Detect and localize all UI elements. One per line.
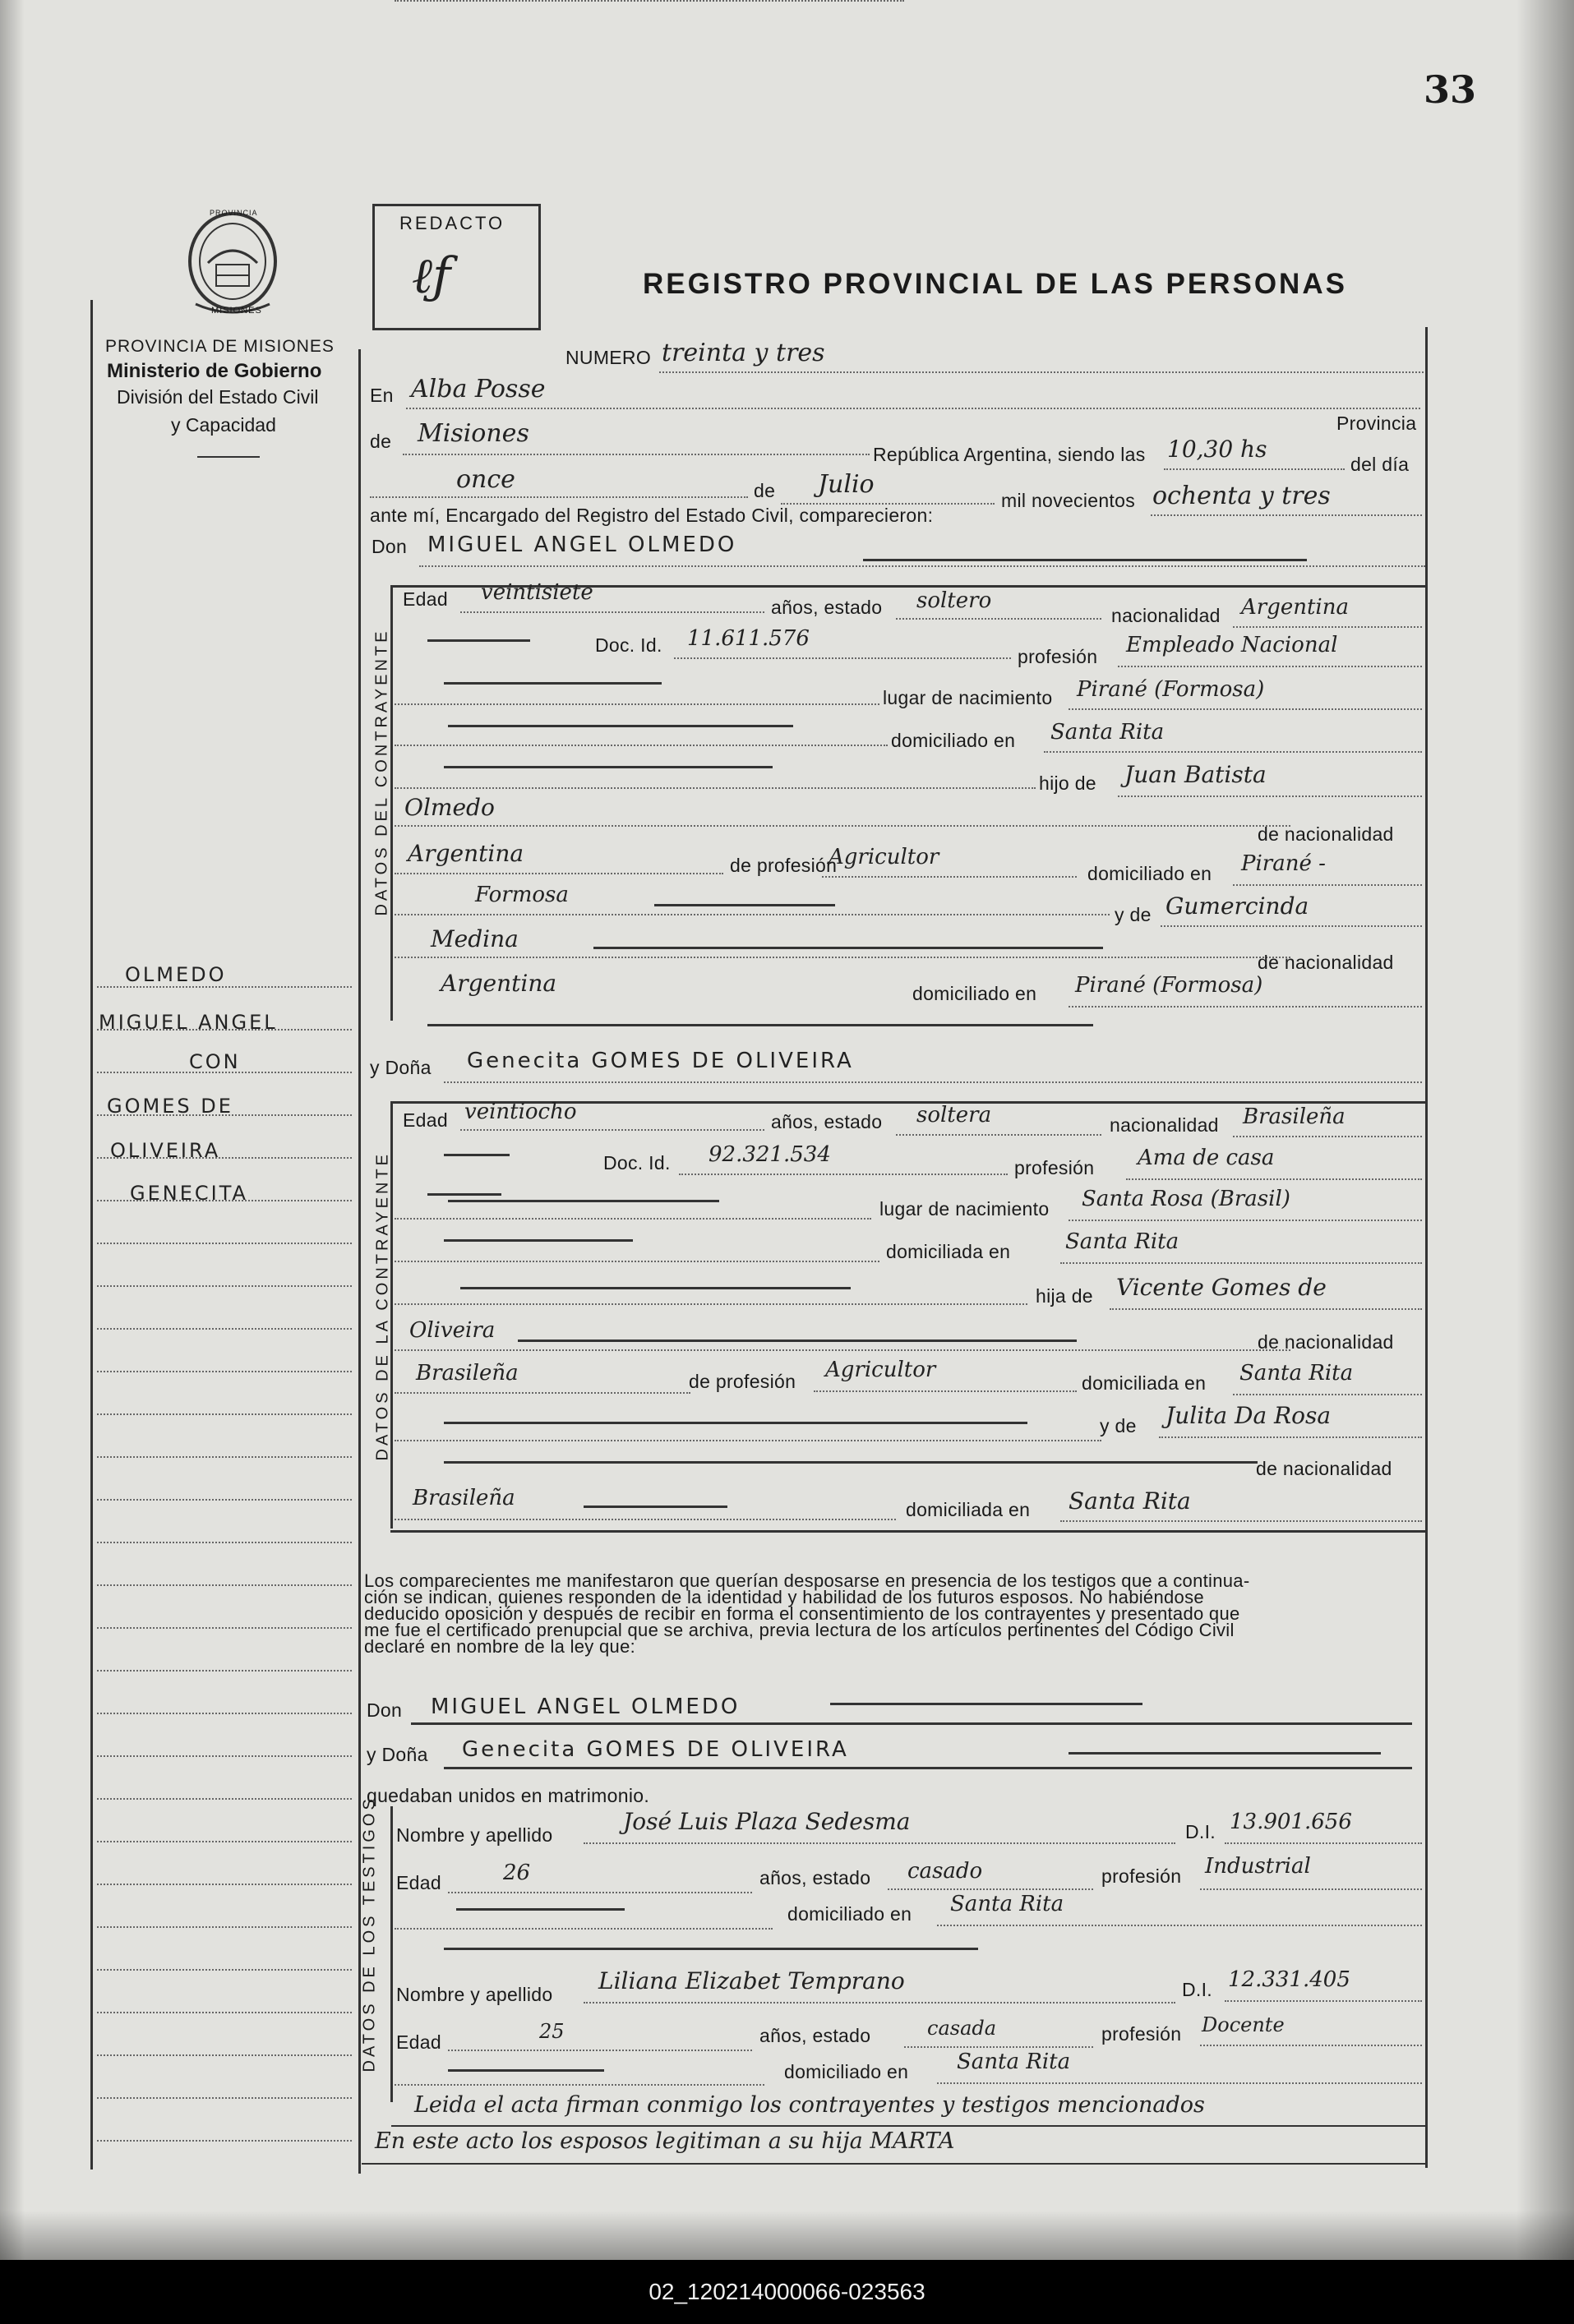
c-padre-dom-1: Pirané -: [1241, 851, 1326, 876]
f-madre-nac: Brasileña: [413, 1486, 515, 1510]
f-edad-label: Edad: [403, 1109, 448, 1131]
f-dom-line: [1060, 1262, 1422, 1264]
f-doc-line: [679, 1174, 1008, 1175]
margin-ruled-line: [97, 1157, 352, 1159]
f-hija-dash: [460, 1287, 851, 1289]
f-hija-label: hija de: [1036, 1285, 1093, 1307]
t2-dom-line: [937, 2082, 1422, 2084]
don-label: Don: [372, 536, 408, 557]
seal-bottom-text: MISIONES: [211, 306, 262, 316]
redacto-label: REDACTO: [399, 213, 505, 233]
f-de-nac-label: de nacionalidad: [1258, 1331, 1394, 1353]
t1-edad: 26: [503, 1861, 531, 1885]
margin-ruled-line: [97, 1456, 352, 1458]
numero-label: NUMERO: [565, 347, 652, 368]
c-dom-en-label: domiciliado en: [1087, 863, 1212, 884]
t2-di-label: D.I.: [1182, 1979, 1212, 2000]
t1-dom-line: [937, 1925, 1422, 1926]
margin-ruled-line: [97, 1200, 352, 1201]
c-estado-value: soltero: [916, 588, 992, 613]
t2-prof: Docente: [1202, 2013, 1285, 2036]
f-padre-line: [1110, 1308, 1422, 1310]
f-nac-label: nacionalidad: [1110, 1114, 1219, 1136]
f-madre-dash: [444, 1422, 1027, 1424]
c-madre-dom-label: domiciliado en: [912, 983, 1037, 1004]
f-nac-dash: [427, 1193, 501, 1196]
c-padre-1: Juan Batista: [1124, 761, 1267, 788]
margin-ruled-line: [97, 1926, 352, 1928]
contrayente-nombre: MIGUEL ANGEL OLMEDO: [427, 533, 737, 557]
margin-ruled-line: [97, 2012, 352, 2013]
declaracion-line-1: Los comparecientes me manifestaron que querían desposarse en presencia de los testigos que a continua-: [364, 1570, 1250, 1591]
margin-ruled-line: [97, 1285, 352, 1287]
t1-prof: Industrial: [1205, 1854, 1311, 1879]
f-padre-dom-line: [1233, 1394, 1422, 1395]
t1-nombre: José Luis Plaza Sedesma: [623, 1808, 911, 1835]
margin-ruled-line: [97, 1969, 352, 1971]
margin-ruled-line: [97, 1542, 352, 1543]
testigos-section-label: DATOS DE LOS TESTIGOS: [360, 1796, 379, 2073]
f-padre2-dash: [518, 1340, 1077, 1342]
f-de-prof-label: de profesión: [689, 1371, 796, 1392]
t2-dom-label: domiciliado en: [784, 2061, 909, 2082]
f-doc-label: Doc. Id.: [603, 1152, 671, 1174]
t2-di: 12.331.405: [1228, 1967, 1350, 1992]
f-lugar-label: lugar de nacimiento: [879, 1198, 1050, 1220]
image-identifier: 02_120214000066-023563: [0, 2260, 1574, 2324]
t1-di: 13.901.656: [1230, 1810, 1352, 1834]
declaracion-line-2: ción se indican, quienes responden de la identidad y habilidad de los futuros esposos. No habiéndose: [364, 1587, 1204, 1607]
c-doc-line: [674, 657, 1011, 659]
c-de-nac-label-2: de nacionalidad: [1258, 952, 1394, 973]
numero-value: treinta y tres: [662, 339, 825, 367]
page-shadow-bottom: [0, 2211, 1574, 2260]
t2-di-line: [1225, 2000, 1422, 2002]
f-padre-nac-line: [395, 1392, 690, 1394]
republica-label: República Argentina, siendo las: [873, 444, 1146, 465]
t1-di-label: D.I.: [1185, 1821, 1216, 1842]
decl-dona-dash: [1069, 1752, 1381, 1755]
c-lugar-line-a: [395, 703, 879, 705]
margin-ruled-line: [97, 1072, 352, 1073]
c-padre-line: [1118, 795, 1422, 797]
f-madre2-dash: [444, 1461, 1258, 1464]
don-line: [419, 565, 1425, 567]
t2-prof-line: [1200, 2045, 1422, 2046]
c-padre-nac-line: [395, 873, 723, 874]
declaracion-line-4: me fue el certificado prenupcial que se archiva, previa lectura de los artículos pertinentes del Código Civil: [364, 1620, 1235, 1640]
provincia-label: Provincia: [1336, 413, 1417, 434]
c-prof-value: Empleado Nacional: [1126, 633, 1338, 657]
c-dom-line-a: [395, 745, 888, 746]
don-dash: [863, 559, 1307, 561]
main-frame-right: [1425, 327, 1428, 2168]
c-lugar-value: Pirané (Formosa): [1077, 677, 1265, 702]
left-margin-column-line: [90, 300, 93, 2170]
decl-dona-label: y Doña: [367, 1744, 428, 1765]
t2-prof-label: profesión: [1101, 2023, 1182, 2045]
t2-edad: 25: [539, 2020, 565, 2043]
declaracion-line-3: deducido oposición y después de recibir en forma el consentimiento de los contrayentes y presentado que: [364, 1603, 1240, 1624]
c-dom-line: [1044, 751, 1422, 753]
dona-line: [444, 1081, 1422, 1083]
c-doc-dash: [427, 639, 530, 642]
page-shadow-right: [1516, 0, 1574, 2260]
t2-edad-label: Edad: [396, 2031, 441, 2053]
margin-ruled-line: [97, 986, 352, 988]
margin-ruled-line: [97, 1371, 352, 1372]
redacto-initials: ℓƒ: [412, 247, 451, 305]
c-nac-line: [1233, 626, 1422, 628]
margin-ruled-line: [97, 1670, 352, 1672]
contrayente-f-section-label: DATOS DE LA CONTRAYENTE: [373, 1150, 392, 1461]
margin-ruled-line: [97, 1114, 352, 1116]
f-prof-value: Ama de casa: [1138, 1146, 1275, 1170]
f-madre-nac-dash: [584, 1506, 727, 1508]
c-nac-value: Argentina: [1241, 595, 1349, 620]
provincial-seal-icon: [179, 205, 286, 320]
margin-note-6: GENECITA: [130, 1182, 248, 1205]
f-de-nac-label-2: de nacionalidad: [1256, 1458, 1392, 1479]
f-dom-dash: [444, 1239, 633, 1242]
f-lugar-line-a: [395, 1218, 871, 1220]
c-nac-label: nacionalidad: [1111, 605, 1221, 626]
c-hijo-dash: [444, 766, 773, 768]
f-dom-en-label: domiciliada en: [1082, 1372, 1207, 1394]
f-padre-1: Vicente Gomes de: [1116, 1274, 1327, 1301]
t1-bottom-dash: [444, 1948, 978, 1950]
margin-ruled-line: [97, 2140, 352, 2142]
seal-top-text: PROVINCIA: [210, 209, 258, 217]
c-padre-2: Olmedo: [404, 794, 495, 821]
page-number: 33: [1424, 67, 1477, 112]
margin-ruled-line: [97, 1884, 352, 1885]
f-padre2-line: [395, 1349, 1290, 1351]
f-lugar-dash: [448, 1200, 719, 1202]
t2-dom-line-a: [395, 2084, 764, 2086]
f-dom-line-a: [395, 1261, 879, 1262]
decl-don-rule: [411, 1722, 1412, 1725]
f-padre-nac: Brasileña: [416, 1361, 519, 1386]
t2-nombre-label: Nombre y apellido: [396, 1984, 553, 2005]
f-madre-dom-line: [1060, 1520, 1422, 1522]
t1-edad-label: Edad: [396, 1872, 441, 1893]
c-bottom-dash: [427, 1024, 1093, 1026]
testigos-section-line: [390, 1806, 393, 2102]
margin-ruled-line: [97, 1755, 352, 1757]
margin-note-4: GOMES DE: [107, 1095, 233, 1118]
c-lugar-label: lugar de nacimiento: [883, 687, 1053, 708]
f-padre-dom: Santa Rita: [1239, 1361, 1354, 1386]
t1-di-line: [1225, 1842, 1422, 1844]
margin-ruled-line: [97, 1029, 352, 1031]
t1-nombre-label: Nombre y apellido: [396, 1824, 553, 1846]
c-doc-label: Doc. Id.: [595, 634, 662, 656]
cierre-line-1: Leida el acta firman conmigo los contrayentes y testigos mencionados: [414, 2092, 1205, 2118]
t1-prof-line: [1200, 1888, 1422, 1890]
del-dia-label: del día: [1350, 454, 1410, 475]
f-lugar-line: [1069, 1220, 1422, 1221]
anio-value: ochenta y tres: [1152, 482, 1331, 510]
f-madre-dom-label: domiciliada en: [906, 1499, 1031, 1520]
c-de-prof-label: de profesión: [730, 855, 838, 876]
margin-ruled-line: [97, 1627, 352, 1629]
office-line-2: Ministerio de Gobierno: [107, 360, 322, 382]
decl-don-nombre: MIGUEL ANGEL OLMEDO: [431, 1695, 741, 1719]
declaracion-line-5: declaré en nombre de la ley que:: [364, 1636, 636, 1657]
margin-ruled-line: [97, 1584, 352, 1586]
en-label: En: [370, 385, 394, 406]
cierre-rule-2: [362, 2163, 1425, 2165]
decl-dona-nombre: Genecita GOMES DE OLIVEIRA: [462, 1737, 849, 1762]
mes-value: Julio: [818, 470, 875, 499]
c-hijo-line-a: [395, 787, 1036, 789]
t1-estado: casado: [907, 1859, 983, 1884]
c-padre-nac: Argentina: [408, 840, 524, 867]
contrayente-section-label: DATOS DEL CONTRAYENTE: [372, 628, 391, 916]
c-prof-line: [1118, 666, 1422, 667]
f-padre-2: Oliveira: [409, 1318, 496, 1343]
margin-ruled-line: [97, 2054, 352, 2056]
margin-note-2: MIGUEL ANGEL: [99, 1011, 278, 1034]
c-madre-1: Gumercinda: [1165, 892, 1309, 920]
margin-ruled-line: [97, 1798, 352, 1800]
f-dom-label: domiciliada en: [886, 1241, 1011, 1262]
f-madre-dom: Santa Rita: [1069, 1487, 1191, 1515]
provincia-line: [403, 454, 870, 455]
hora-value: 10,30 hs: [1167, 436, 1267, 463]
c-doc-value: 11.611.576: [687, 626, 810, 651]
decl-don-label: Don: [367, 1699, 403, 1721]
t2-estado-label: años, estado: [759, 2025, 871, 2046]
de-label: de: [370, 431, 392, 452]
t2-dom: Santa Rita: [957, 2050, 1071, 2074]
t1-estado-label: años, estado: [759, 1867, 871, 1888]
t1-nombre-line: [584, 1842, 1175, 1844]
c-edad-line: [460, 611, 764, 613]
f-doc-value: 92.321.534: [709, 1142, 831, 1167]
f-nac-line: [1233, 1136, 1422, 1137]
t2-dom-dash: [448, 2069, 604, 2072]
decl-dona-rule: [444, 1767, 1412, 1769]
ante-label: ante mí, Encargado del Registro del Estado Civil, comparecieron:: [370, 505, 934, 526]
c-lugar-line: [1069, 708, 1422, 710]
provincia-value: Misiones: [418, 419, 529, 448]
c-madre-dom-line: [1069, 1006, 1422, 1008]
t2-estado-line: [904, 2046, 1093, 2048]
quedaban-label: quedaban unidos en matrimonio.: [367, 1785, 650, 1806]
f-anos-estado-label: años, estado: [771, 1111, 883, 1132]
t2-nombre: Liliana Elizabet Temprano: [598, 1967, 905, 1994]
c-estado-line: [896, 618, 1101, 620]
f-lugar-value: Santa Rosa (Brasil): [1082, 1187, 1290, 1211]
f-madre-line-a: [395, 1440, 1101, 1441]
margin-ruled-line: [97, 1713, 352, 1714]
f-dom-value: Santa Rita: [1065, 1229, 1179, 1254]
t2-nombre-line: [584, 2002, 1175, 2004]
de-mes-label: de: [754, 480, 776, 501]
margin-note-1: OLMEDO: [125, 963, 227, 986]
c-madre2-dash: [593, 947, 1103, 949]
cierre-rule-1: [391, 2125, 1425, 2127]
declaracion-text: [364, 1570, 1420, 1657]
t1-dom-label: domiciliado en: [787, 1903, 912, 1925]
c-madre-nac: Argentina: [441, 970, 557, 997]
f-padre-prof-line: [814, 1390, 1077, 1392]
f-prof-line: [1126, 1178, 1422, 1180]
t1-dom-dash: [456, 1908, 625, 1911]
f-y-de-label: y de: [1100, 1415, 1137, 1436]
c-padre2-line: [395, 825, 1290, 827]
en-line: [406, 408, 1420, 409]
c-padre-prof-line: [822, 876, 1077, 878]
contrayente-f-bottom-rule: [390, 1530, 1426, 1533]
c-edad-value: veintisiete: [481, 580, 593, 605]
f-edad-value: veintiocho: [464, 1100, 577, 1124]
f-madre: Julita Da Rosa: [1165, 1402, 1332, 1429]
f-doc-dash: [444, 1154, 510, 1156]
contrayente-f-nombre: Genecita GOMES DE OLIVEIRA: [467, 1049, 854, 1073]
c-edad-label: Edad: [403, 588, 448, 610]
c-padre-dom-line: [1233, 884, 1422, 886]
c-de-nac-label: de nacionalidad: [1258, 823, 1394, 845]
c-madre-2: Medina: [431, 925, 519, 952]
c-madre-nac-line: [395, 0, 904, 2]
document-title: REGISTRO PROVINCIAL DE LAS PERSONAS: [643, 268, 1347, 300]
c-nac-dash: [444, 682, 662, 685]
f-madre-nac-line: [395, 1519, 896, 1520]
t1-dom-line-a: [395, 1928, 773, 1930]
c-padre-prof: Agricultor: [829, 845, 939, 869]
c-y-de-label: y de: [1115, 904, 1152, 925]
c-madre-line: [1161, 925, 1422, 927]
c-dom-label: domiciliado en: [891, 730, 1016, 751]
c-padre-dom2-dash: [654, 904, 835, 906]
decl-don-dash: [830, 1703, 1142, 1705]
f-prof-label: profesión: [1014, 1157, 1095, 1178]
hora-line: [1164, 468, 1345, 470]
margin-ruled-line: [97, 2097, 352, 2099]
margin-ruled-line: [97, 1841, 352, 1842]
c-anos-estado-label: años, estado: [771, 597, 883, 618]
c-dom-dash: [448, 725, 793, 727]
c-hijo-label: hijo de: [1039, 772, 1096, 794]
dona-label: y Doña: [370, 1057, 432, 1078]
f-padre-prof: Agricultor: [825, 1358, 936, 1382]
c-padre-dom-2: Formosa: [475, 883, 569, 907]
f-hija-line-a: [395, 1303, 1027, 1305]
c-dom-value: Santa Rita: [1050, 720, 1165, 745]
t1-dom: Santa Rita: [950, 1892, 1064, 1916]
margin-ruled-line: [97, 1499, 352, 1501]
c-madre-dom: Pirané (Formosa): [1075, 973, 1263, 998]
office-line-1: PROVINCIA DE MISIONES: [105, 337, 335, 356]
t2-estado: casada: [927, 2017, 997, 2040]
office-line-3: División del Estado Civil: [117, 386, 319, 408]
margin-ruled-line: [97, 1413, 352, 1415]
numero-line: [659, 371, 1424, 373]
margin-note-5: OLIVEIRA: [110, 1139, 221, 1162]
t1-edad-line: [448, 1892, 752, 1893]
t1-prof-label: profesión: [1101, 1865, 1182, 1887]
f-estado-line: [896, 1134, 1101, 1136]
margin-ruled-line: [97, 1243, 352, 1244]
office-line-4: y Capacidad: [171, 414, 276, 436]
c-madre2-line: [395, 957, 1290, 958]
cierre-line-2: En este acto los esposos legitiman a su hija MARTA: [375, 2128, 955, 2154]
t2-edad-line: [448, 2050, 752, 2051]
margin-note-3: CON: [189, 1050, 241, 1073]
c-prof-label: profesión: [1018, 646, 1098, 667]
dia-line: [370, 496, 748, 498]
f-madre-line: [1159, 1436, 1422, 1438]
redacto-box: [372, 204, 541, 330]
t1-estado-line: [888, 1888, 1093, 1890]
f-edad-line: [460, 1129, 764, 1131]
office-divider: [197, 456, 260, 458]
c-padre-dom2-line: [395, 914, 1110, 915]
anio-line: [1151, 514, 1422, 516]
dia-value: once: [456, 465, 515, 494]
f-estado-value: soltera: [916, 1103, 992, 1127]
margin-ruled-line: [97, 1328, 352, 1330]
lugar-value: Alba Posse: [411, 375, 546, 403]
page-shadow-left: [0, 0, 25, 2260]
f-nac-value: Brasileña: [1243, 1104, 1346, 1129]
mil-label: mil novecientos: [1001, 490, 1136, 511]
